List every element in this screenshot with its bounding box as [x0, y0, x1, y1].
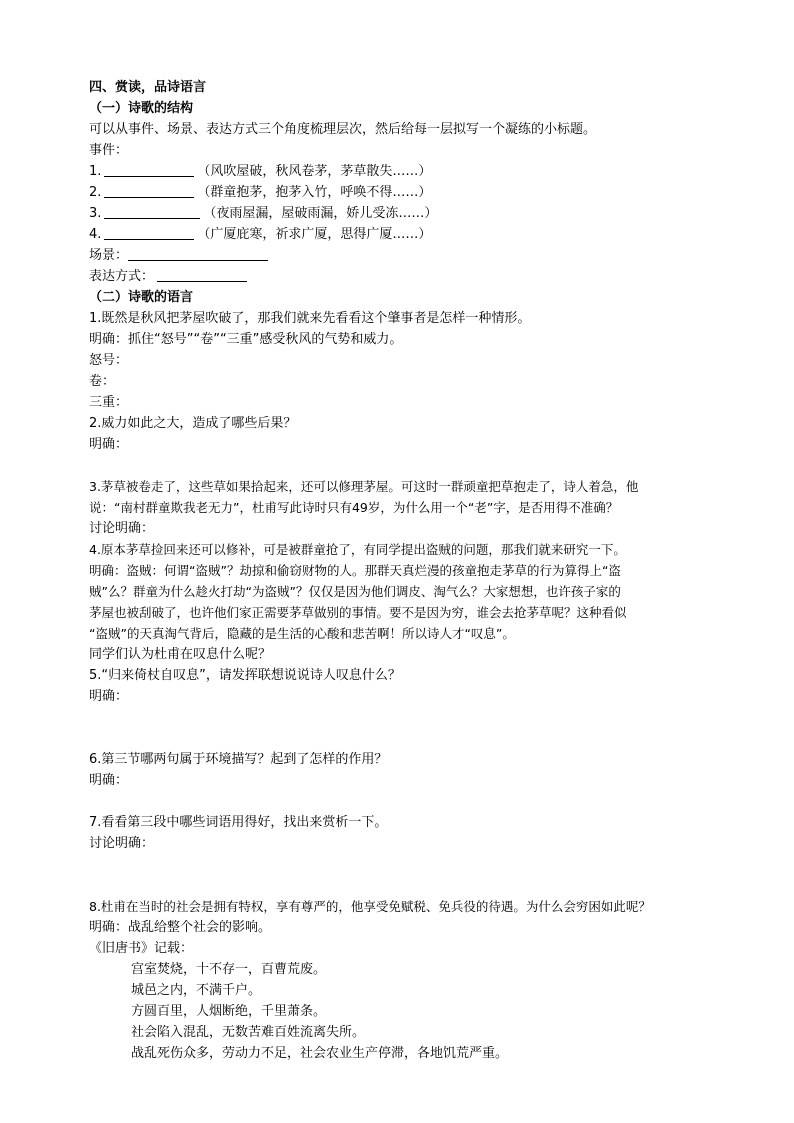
part1-title: （一）诗歌的结构: [89, 101, 194, 116]
book-intro: 《旧唐书》记载：: [89, 941, 194, 956]
question-6: 6.第三节哪两句属于环境描写？起到了怎样的作用？: [89, 752, 388, 767]
book-line: 城邑之内，不满千户。: [131, 983, 262, 998]
question-3-line1: 3.茅草被卷走了，这些草如果拾起来，还可以修理茅屋。可这时一群顽童把草抱走了，诗人着急，他: [89, 479, 639, 494]
q1-item-nuhao: 怒号：: [89, 353, 129, 368]
event-item: [89, 182, 729, 203]
question-2-answer: 明确：: [89, 437, 129, 452]
section-title: 四、赏读，品诗语言: [89, 80, 207, 95]
event-hint: （广厦庇寒，祈求广厦，思得广厦……）: [197, 227, 432, 242]
answer-blank[interactable]: [104, 183, 194, 198]
question-4-followup: 同学们认为杜甫在叹息什么呢？: [89, 647, 272, 662]
scene-row: [89, 245, 729, 266]
question-6-answer: 明确：: [89, 773, 129, 788]
question-8: 8.杜甫在当时的社会是拥有特权，享有尊严的，他享受免赋税、免兵役的待遇。为什么会穷困如此呢？: [89, 899, 651, 914]
answer-blank[interactable]: [104, 204, 200, 219]
question-4-answer-line: 贼”么？群童为什么趁火打劫“为盗贼”？仅仅是因为他们调皮、淘气么？大家想想，也许孩子家的: [89, 584, 621, 599]
question-4: 4.原本茅草捡回来还可以修补，可是被群童抢了，有同学提出盗贼的问题，那我们就来研究一下。: [89, 542, 626, 557]
question-5-answer: 明确：: [89, 689, 129, 704]
scene-blank[interactable]: [128, 246, 268, 261]
event-hint: （群童抱茅，抱茅入竹，呼唤不得……）: [197, 185, 432, 200]
question-2: 2.威力如此之大，造成了哪些后果？: [89, 416, 297, 431]
book-line: 战乱死伤众多，劳动力不足，社会农业生产停滞，各地饥荒严重。: [131, 1046, 509, 1061]
question-1: 1.既然是秋风把茅屋吹破了，那我们就来先看看这个肇事者是怎样一种情形。: [89, 311, 531, 326]
expression-label: 表达方式：: [89, 269, 155, 284]
event-number: 1.: [89, 164, 102, 179]
q1-item-sanzhong: 三重：: [89, 395, 129, 410]
scene-label: 场景：: [89, 248, 129, 263]
question-5: 5.“归来倚杖自叹息”，请发挥联想说说诗人叹息什么？: [89, 668, 401, 683]
question-7-answer: 讨论明确：: [89, 836, 155, 851]
worksheet-page: [89, 77, 729, 1064]
answer-blank[interactable]: [104, 162, 194, 177]
part2-title: （二）诗歌的语言: [89, 290, 194, 305]
question-8-answer: 明确：战乱给整个社会的影响。: [89, 920, 272, 935]
event-hint: （夜雨屋漏，屋破雨漏，娇儿受冻……）: [203, 206, 438, 221]
event-number: 4.: [89, 227, 102, 242]
question-3-answer: 讨论明确：: [89, 521, 155, 536]
event-item: [89, 203, 729, 224]
book-line: 方圆百里，人烟断绝，千里萧条。: [131, 1004, 327, 1019]
event-item: [89, 224, 729, 245]
expression-blank[interactable]: [157, 267, 247, 282]
question-4-answer-line: 明确：盗贼：何谓“盗贼”？劫掠和偷窃财物的人。那群天真烂漫的孩童抱走茅草的行为算得上“盗: [89, 563, 621, 578]
book-line: 宫室焚烧，十不存一，百曹荒废。: [131, 962, 327, 977]
q1-item-juan: 卷：: [89, 374, 116, 389]
book-line: 社会陷入混乱，无数苦难百姓流离失所。: [131, 1025, 366, 1040]
question-4-answer-line: 茅屋也被刮破了，也许他们家正需要茅草做别的事情。要不是因为穷，谁会去抢茅草呢？这种看似: [89, 605, 627, 620]
event-hint: （风吹屋破，秋风卷茅，茅草散失……）: [197, 164, 432, 179]
expression-row: [89, 266, 729, 287]
event-number: 2.: [89, 185, 102, 200]
event-item: [89, 161, 729, 182]
question-4-answer-line: “盗贼”的天真淘气背后，隐藏的是生活的心酸和悲苦啊！所以诗人才“叹息”。: [89, 626, 515, 641]
question-1-answer: 明确：抓住“怒号”“卷”“三重”感受秋风的气势和威力。: [89, 332, 403, 347]
part1-intro: 可以从事件、场景、表达方式三个角度梳理层次，然后给每一层拟写一个凝练的小标题。: [89, 122, 597, 137]
question-3-line2: 说：“南村群童欺我老无力”，杜甫写此诗时只有49岁，为什么用一个“老”字，是否用得不准确？: [89, 500, 619, 515]
question-7: 7.看看第三段中哪些词语用得好，找出来赏析一下。: [89, 815, 388, 830]
event-number: 3.: [89, 206, 102, 221]
events-label: 事件：: [89, 143, 129, 158]
answer-blank[interactable]: [104, 225, 194, 240]
